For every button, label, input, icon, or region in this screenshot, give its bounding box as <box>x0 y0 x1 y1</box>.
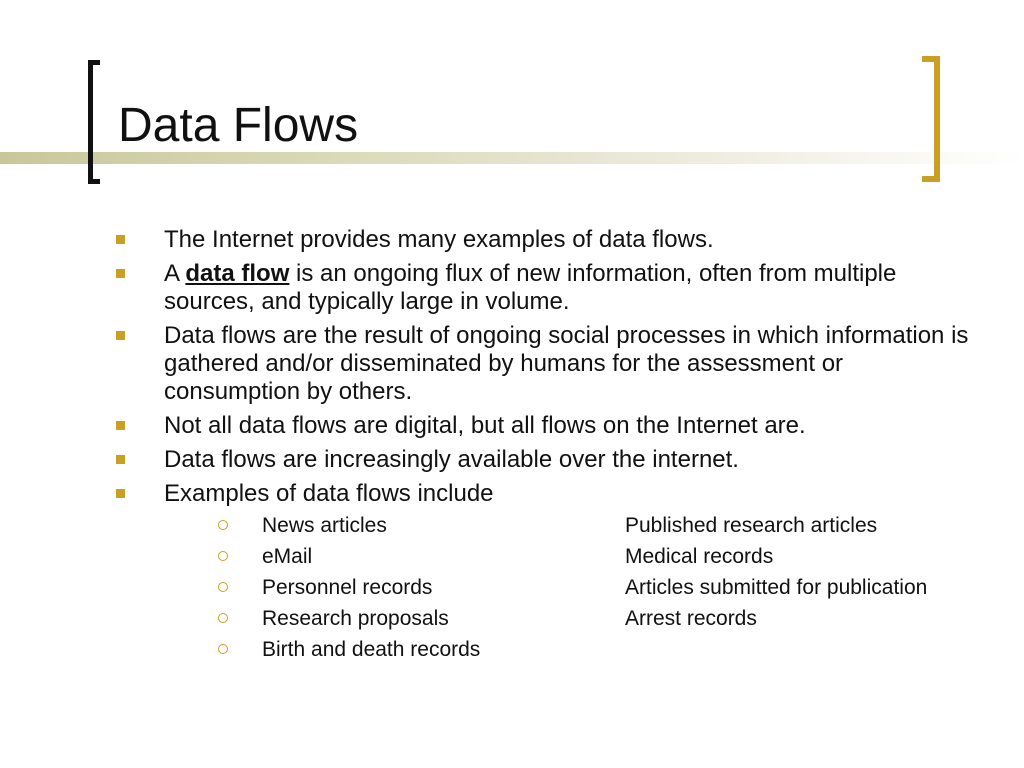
example-right: Medical records <box>625 545 774 568</box>
example-left: eMail <box>262 545 313 568</box>
circle-bullet-icon <box>218 644 228 654</box>
title-band <box>0 152 1024 164</box>
slide-content <box>112 226 972 673</box>
bullet-item <box>112 480 972 667</box>
square-bullet-icon <box>116 235 125 244</box>
square-bullet-icon <box>116 269 125 278</box>
example-row <box>162 512 972 543</box>
bullet-text: The Internet provides many examples of data flows. <box>164 226 714 253</box>
example-row <box>162 543 972 574</box>
bullet-item <box>112 446 972 474</box>
example-left: News articles <box>262 514 387 537</box>
bullet-item <box>112 226 972 254</box>
bullet-item <box>112 322 972 406</box>
example-row <box>162 636 972 667</box>
left-bracket-decoration <box>88 60 100 184</box>
circle-bullet-icon <box>218 582 228 592</box>
bullet-prefix: A <box>164 260 186 287</box>
circle-bullet-icon <box>218 551 228 561</box>
example-left: Birth and death records <box>262 638 481 661</box>
square-bullet-icon <box>116 489 125 498</box>
slide-title: Data Flows <box>118 99 359 152</box>
example-right: Articles submitted for publication <box>625 576 928 599</box>
examples-list <box>164 512 972 667</box>
example-left: Personnel records <box>262 576 433 599</box>
defined-term: data flow <box>185 260 290 287</box>
example-right: Arrest records <box>625 607 757 630</box>
bullet-item <box>112 412 972 440</box>
circle-bullet-icon <box>218 520 228 530</box>
example-row <box>162 574 972 605</box>
bullet-list <box>112 226 972 667</box>
square-bullet-icon <box>116 331 125 340</box>
example-row <box>162 605 972 636</box>
example-right: Published research articles <box>625 514 878 537</box>
bullet-text: Data flows are the result of ongoing social processes in which information is gathered and/or disseminated by humans for the assessment or consumption by others. <box>164 322 969 405</box>
square-bullet-icon <box>116 455 125 464</box>
bullet-text: Examples of data flows include <box>164 480 494 507</box>
bullet-text: Data flows are increasingly available over the internet. <box>164 446 739 473</box>
example-left: Research proposals <box>262 607 449 630</box>
bullet-text: Not all data flows are digital, but all flows on the Internet are. <box>164 412 806 439</box>
right-bracket-decoration <box>922 56 940 182</box>
bullet-item <box>112 260 972 316</box>
square-bullet-icon <box>116 421 125 430</box>
bullet-text: is an ongoing flux of new information, often from multiple sources, and typically large in volume. <box>164 260 897 315</box>
circle-bullet-icon <box>218 613 228 623</box>
